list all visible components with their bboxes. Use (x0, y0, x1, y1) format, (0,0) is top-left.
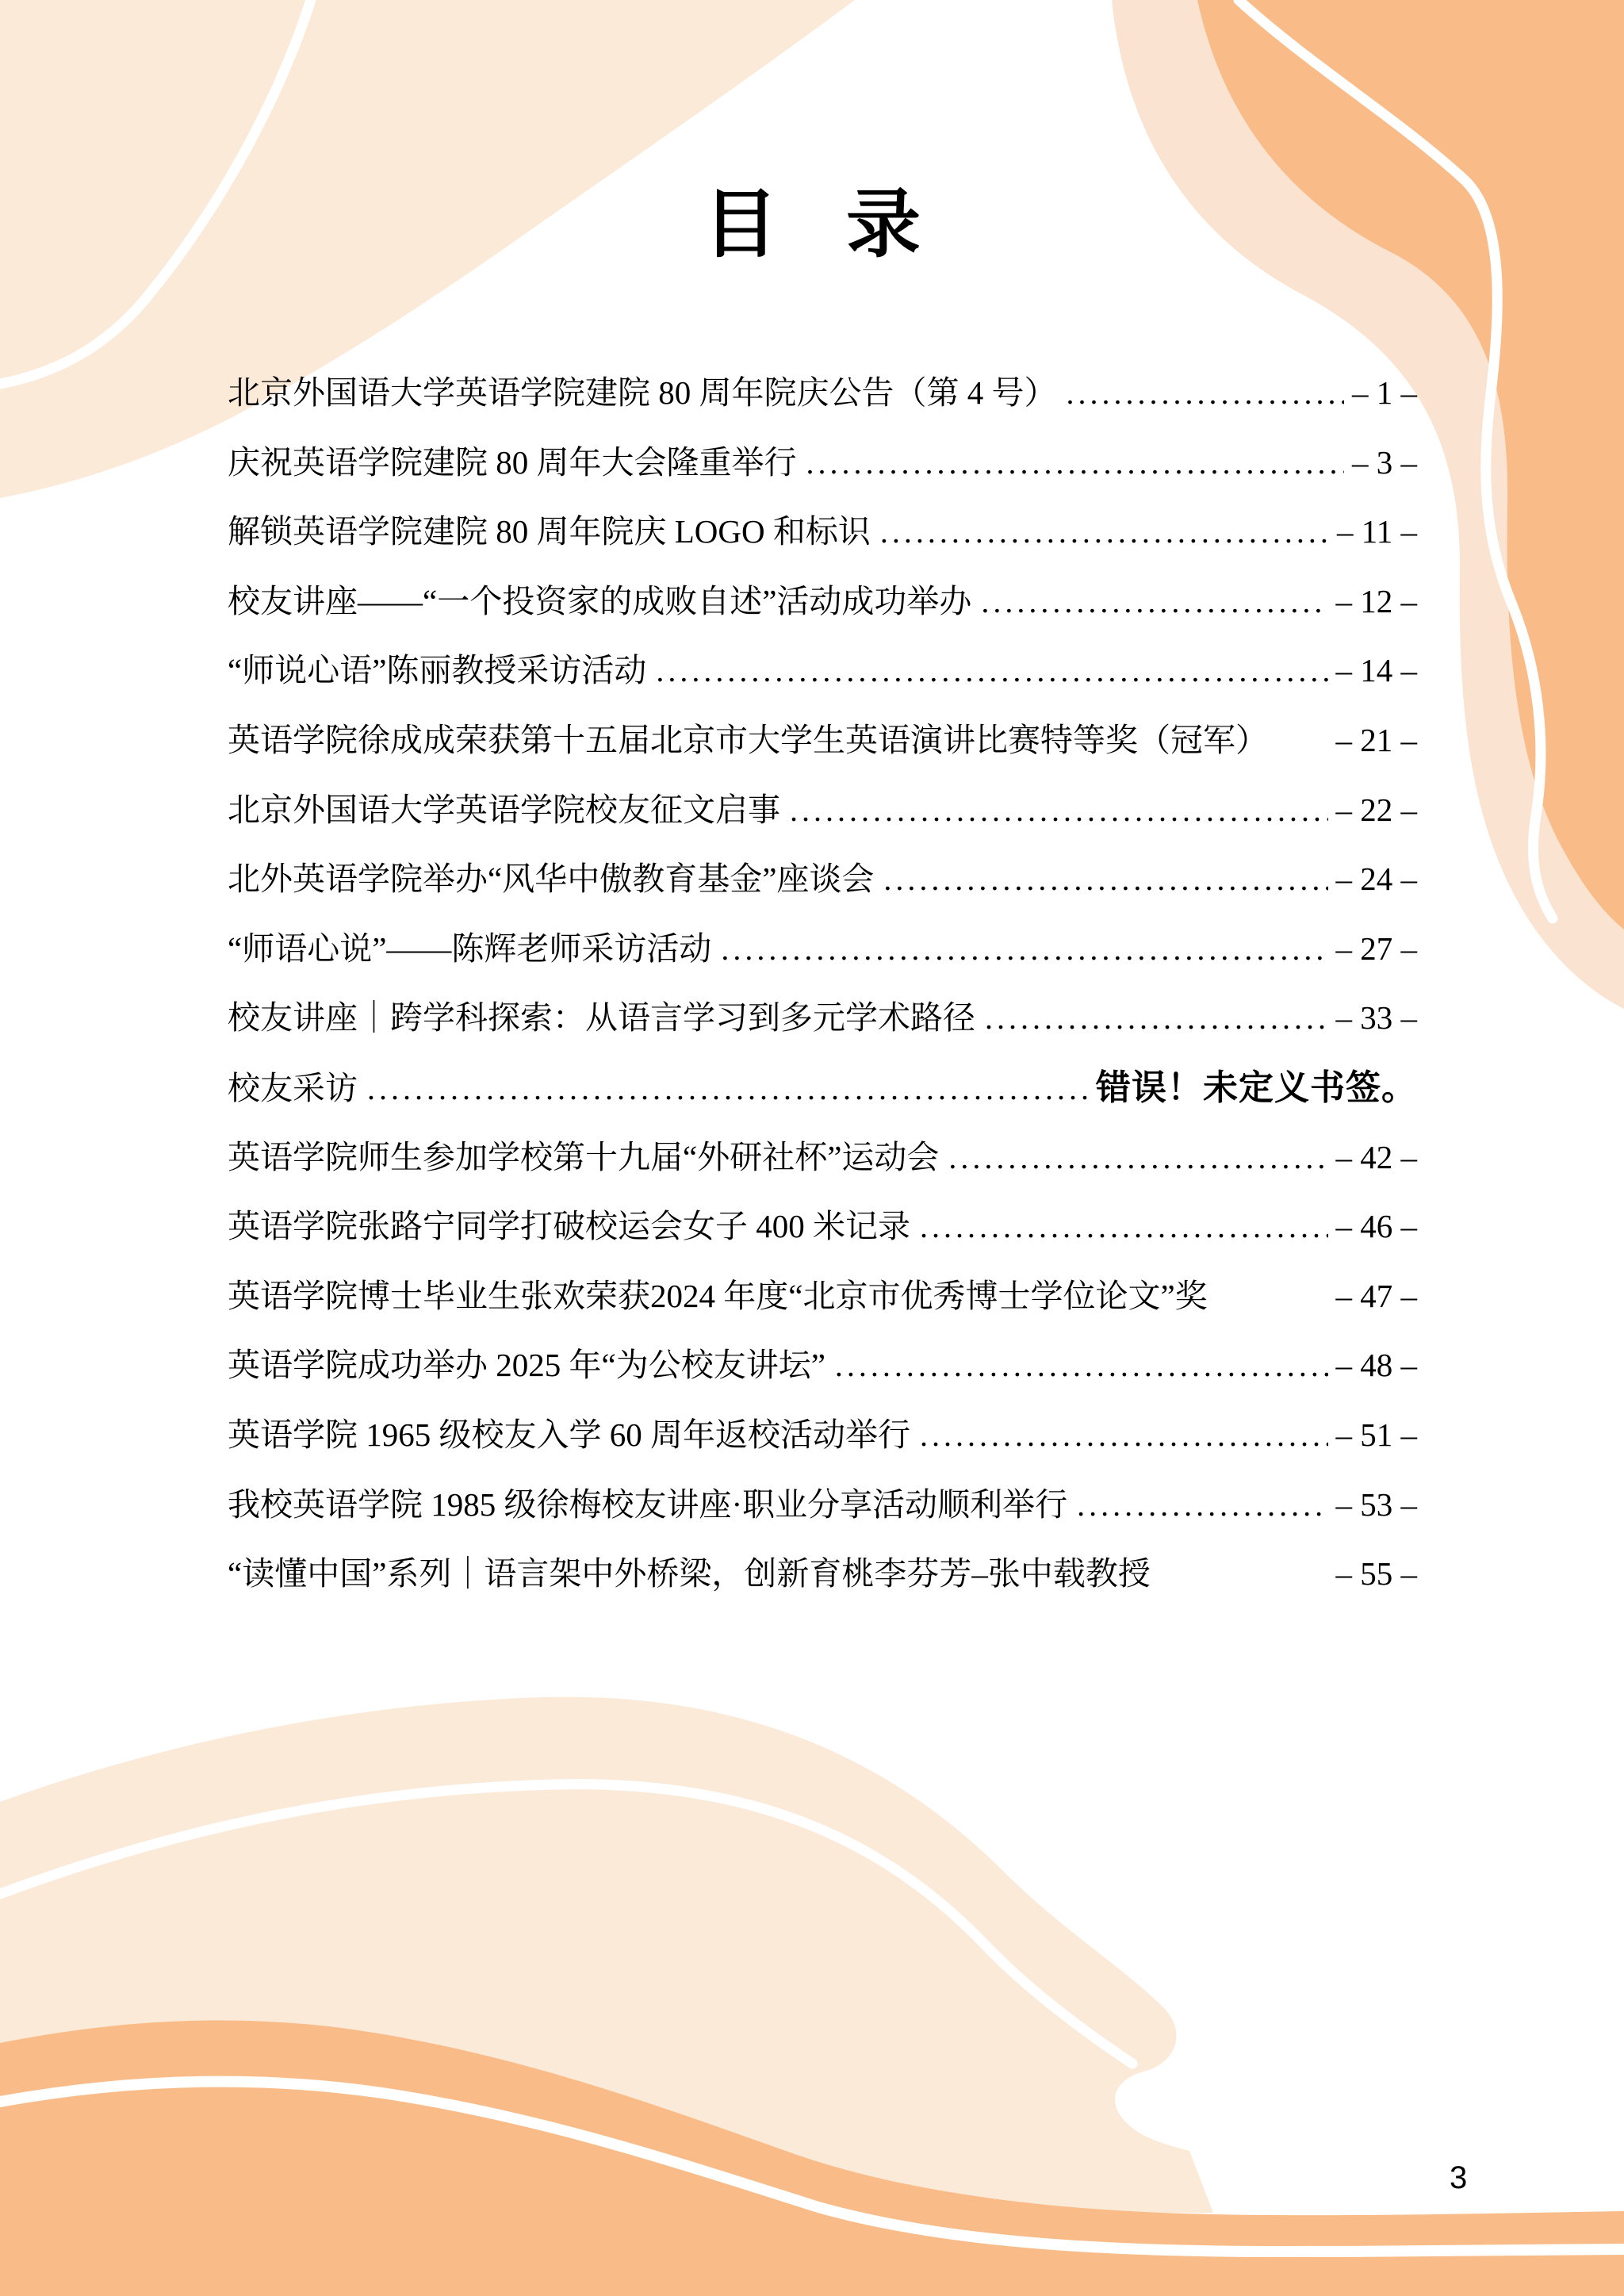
toc-entry-title: 英语学院徐成成荣获第十五届北京市大学生英语演讲比赛特等奖（冠军） (228, 721, 1268, 758)
toc-leader-dots (656, 636, 1327, 706)
toc-page-number: – 21 – (1335, 721, 1417, 758)
toc-page-number: – 27 – (1335, 930, 1417, 967)
toc-entry[interactable] (228, 1401, 1417, 1470)
toc-page-number: – 47 – (1335, 1277, 1417, 1314)
toc-entry-title: “读懂中国”系列｜语言架中外桥梁，创新育桃李芬芳–张中载教授 (228, 1555, 1151, 1593)
toc-entry[interactable] (228, 1123, 1417, 1193)
toc-leader-dots (880, 497, 1329, 567)
toc-page-number: – 51 – (1335, 1416, 1417, 1453)
toc-entry[interactable] (228, 358, 1417, 428)
toc-entry-title: 庆祝英语学院建院 80 周年大会隆重举行 (228, 443, 797, 481)
toc-entry[interactable] (228, 983, 1417, 1053)
toc-entry-title: 英语学院成功举办 2025 年“为公校友讲坛” (228, 1347, 825, 1384)
toc-entry-title: 北外英语学院举办“风华中傲教育基金”座谈会 (228, 861, 875, 898)
toc-leader-dots (985, 983, 1328, 1053)
footer-page-number: 3 (1450, 2160, 1468, 2195)
toc-entry-title: 英语学院 1965 级校友入学 60 周年返校活动举行 (228, 1416, 910, 1453)
toc-entry-title: 北京外国语大学英语学院建院 80 周年院庆公告（第 4 号） (228, 374, 1057, 411)
toc-leader-dots (948, 1123, 1327, 1193)
toc-leader-dots (981, 567, 1327, 637)
toc-page-number: – 12 – (1335, 582, 1417, 619)
toc-entry[interactable] (228, 1331, 1417, 1401)
toc-page-number: – 1 – (1352, 374, 1417, 411)
toc-page-number: – 42 – (1335, 1138, 1417, 1175)
toc-leader-dots (920, 1401, 1328, 1470)
toc-entry-title: 解锁英语学院建院 80 周年院庆 LOGO 和标识 (228, 513, 871, 550)
page-title (0, 181, 1624, 268)
toc-page-number: – 24 – (1335, 861, 1417, 898)
page-title-char-2: 录 (846, 181, 921, 268)
toc-entry[interactable] (228, 845, 1417, 914)
toc-page-number: – 11 – (1337, 513, 1417, 550)
toc-page-number: – 55 – (1335, 1555, 1417, 1593)
toc-leader-dots (806, 428, 1345, 498)
toc-entry[interactable] (228, 914, 1417, 984)
toc-entry-title: “师语心说”——陈辉老师采访活动 (228, 930, 712, 967)
toc-leader-dots (367, 1054, 1088, 1124)
toc-page-number: – 53 – (1335, 1485, 1417, 1523)
toc-entry-title: 英语学院博士毕业生张欢荣获2024 年度“北京市优秀博士学位论文”奖 (228, 1277, 1208, 1314)
toc-entry[interactable] (228, 1192, 1417, 1262)
toc-entry-title: 校友采访 (228, 1069, 358, 1106)
toc-page-number: – 48 – (1335, 1347, 1417, 1384)
toc-page-number: – 46 – (1335, 1208, 1417, 1245)
toc-page-number: – 3 – (1352, 443, 1417, 481)
toc-entry[interactable] (228, 1539, 1417, 1609)
toc-entry-title: 校友讲座——“一个投资家的成败自述”活动成功举办 (228, 582, 972, 619)
toc-entry[interactable] (228, 497, 1417, 567)
toc-entry[interactable] (228, 706, 1417, 776)
toc-leader-dots (920, 1192, 1328, 1262)
toc-leader-dots (1077, 1470, 1327, 1540)
toc-entry[interactable] (228, 1053, 1417, 1123)
toc-entry[interactable] (228, 1262, 1417, 1332)
toc-leader-dots (835, 1331, 1328, 1401)
toc-entry-title: 英语学院师生参加学校第十九届“外研社杯”运动会 (228, 1138, 940, 1175)
toc-list (228, 358, 1417, 1609)
toc-page-number: – 33 – (1335, 999, 1417, 1037)
toc-entry[interactable] (228, 776, 1417, 845)
page-title-char-1: 目 (703, 181, 778, 268)
toc-entry[interactable] (228, 567, 1417, 637)
toc-leader-dots (883, 845, 1327, 914)
toc-entry[interactable] (228, 428, 1417, 498)
toc-leader-dots (790, 776, 1328, 845)
toc-entry-title: 英语学院张路宁同学打破校运会女子 400 米记录 (228, 1208, 910, 1245)
toc-entry-title: “师说心语”陈丽教授采访活动 (228, 652, 647, 689)
toc-entry-title: 北京外国语大学英语学院校友征文启事 (228, 791, 780, 828)
toc-entry-title: 我校英语学院 1985 级徐梅校友讲座·职业分享活动顺利举行 (228, 1485, 1068, 1523)
toc-leader-dots (721, 914, 1327, 984)
toc-entry[interactable] (228, 1470, 1417, 1540)
toc-page-number: – 22 – (1335, 791, 1417, 828)
toc-entry[interactable] (228, 636, 1417, 706)
toc-leader-dots (1067, 358, 1345, 428)
toc-page-number: – 14 – (1335, 652, 1417, 689)
toc-error-label: 错误！未定义书签。 (1096, 1068, 1417, 1107)
toc-entry-title: 校友讲座｜跨学科探索：从语言学习到多元学术路径 (228, 999, 975, 1037)
